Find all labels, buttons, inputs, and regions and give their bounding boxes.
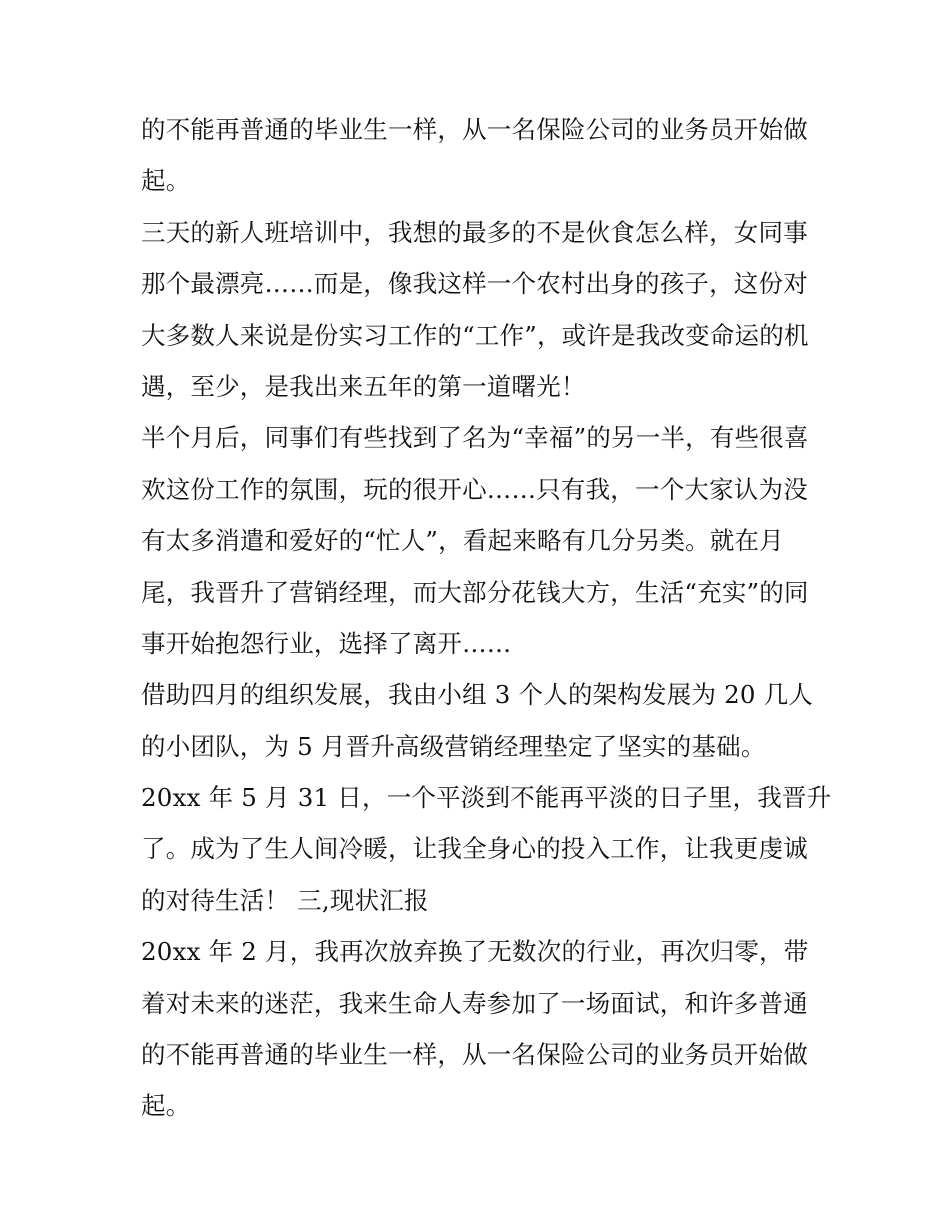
text-line: 的不能再普通的毕业生一样，从一名保险公司的业务员开始做 — [141, 1040, 808, 1070]
text-line: 着对未来的迷茫，我来生命人寿参加了一场面试，和许多普通 — [141, 988, 808, 1018]
text-line: 20xx 年 5 月 31 日，一个平淡到不能再平淡的日子里，我晋升 — [141, 783, 832, 813]
text-line: 半个月后，同事们有些找到了名为“幸福”的另一半，有些很喜 — [141, 423, 809, 453]
text-line: 欢这份工作的氛围，玩的很开心……只有我，一个大家认为没 — [141, 474, 808, 504]
text-line: 借助四月的组织发展，我由小组 3 个人的架构发展为 20 几人 — [141, 680, 814, 710]
text-line: 的不能再普通的毕业生一样，从一名保险公司的业务员开始做 — [141, 115, 808, 144]
text-line: 的对待生活！ 三,现状汇报 — [141, 885, 429, 915]
text-line: 那个最漂亮……而是，像我这样一个农村出身的孩子，这份对 — [141, 269, 808, 299]
text-line: 事开始抱怨行业，选择了离开…… — [141, 628, 512, 658]
text-line: 三天的新人班培训中，我想的最多的不是伙食怎么样，女同事 — [141, 217, 808, 247]
text-line: 了。成为了生人间冷暖，让我全身心的投入工作，让我更虔诚 — [141, 834, 808, 864]
body-text — [141, 104, 832, 1132]
text-line: 大多数人来说是份实习工作的“工作”，或许是我改变命运的机 — [141, 320, 809, 350]
text-line: 尾，我晋升了营销经理，而大部分花钱大方，生活“充实”的同 — [141, 577, 809, 607]
text-line: 的小团队，为 5 月晋升高级营销经理垫定了坚实的基础。 — [141, 731, 766, 761]
text-line: 有太多消遣和爱好的“忙人”，看起来略有几分另类。就在月 — [141, 526, 784, 556]
text-line: 起。 — [141, 166, 191, 196]
text-line: 起。 — [141, 1091, 191, 1121]
text-line: 20xx 年 2 月，我再次放弃换了无数次的行业，再次归零，带 — [141, 937, 809, 967]
text-line: 遇，至少，是我出来五年的第一道曙光！ — [141, 371, 586, 401]
